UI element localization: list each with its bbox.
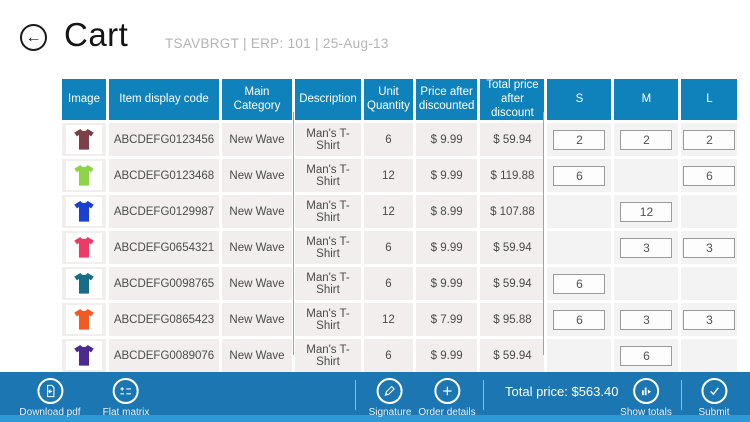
show-totals-button[interactable] xyxy=(620,378,672,418)
size-s-input[interactable] xyxy=(553,274,605,294)
submit-button[interactable] xyxy=(698,378,729,418)
category-cell: New Wave xyxy=(222,195,292,228)
category-cell: New Wave xyxy=(222,303,292,336)
unit-quantity-cell: 12 xyxy=(364,303,413,336)
col-size-l: L xyxy=(681,79,737,120)
tshirt-image xyxy=(71,236,97,259)
price-cell: $ 8.99 xyxy=(416,195,478,228)
col-main-category: Main Category xyxy=(222,79,292,120)
button-label: Show totals xyxy=(620,407,672,418)
tshirt-image xyxy=(71,344,97,367)
tshirt-image xyxy=(71,308,97,331)
order-details-icon xyxy=(434,378,460,404)
total-price-cell: $ 107.88 xyxy=(480,195,544,228)
product-image-tile xyxy=(66,341,102,370)
size-s-cell xyxy=(547,267,611,300)
unit-quantity-cell: 6 xyxy=(364,123,413,156)
product-image-tile xyxy=(66,233,102,262)
col-description: Description xyxy=(295,79,361,120)
button-label: Flat matrix xyxy=(102,407,150,418)
size-s-input[interactable] xyxy=(553,130,605,150)
category-cell: New Wave xyxy=(222,267,292,300)
size-m-cell xyxy=(614,123,678,156)
category-cell: New Wave xyxy=(222,339,292,372)
description-cell: Man's T-Shirt xyxy=(295,123,361,156)
table-row xyxy=(62,231,737,264)
image-cell xyxy=(62,339,106,372)
item-code-cell: ABCDEFG0123456 xyxy=(109,123,219,156)
table-header xyxy=(62,79,737,120)
description-cell: Man's T-Shirt xyxy=(295,339,361,372)
download-pdf-button[interactable] xyxy=(19,378,80,418)
total-price-cell: $ 59.94 xyxy=(480,267,544,300)
button-label: Signature xyxy=(368,407,412,418)
product-image-tile xyxy=(66,305,102,334)
price-cell: $ 9.99 xyxy=(416,123,478,156)
show-totals-icon xyxy=(633,378,659,404)
product-image-tile xyxy=(66,125,102,154)
category-cell: New Wave xyxy=(222,123,292,156)
page-title: Cart xyxy=(64,16,129,53)
button-label: Submit xyxy=(698,407,730,418)
unit-quantity-cell: 6 xyxy=(364,231,413,264)
size-m-input[interactable] xyxy=(620,202,672,222)
description-cell: Man's T-Shirt xyxy=(295,267,361,300)
size-m-cell xyxy=(614,159,678,192)
size-s-input[interactable] xyxy=(553,310,605,330)
col-size-m: M xyxy=(614,79,678,120)
total-price-cell: $ 59.94 xyxy=(480,123,544,156)
order-details-button[interactable] xyxy=(418,378,475,418)
table-row xyxy=(62,123,737,156)
price-cell: $ 9.99 xyxy=(416,339,478,372)
size-l-input[interactable] xyxy=(683,310,735,330)
table-row xyxy=(62,267,737,300)
size-l-cell xyxy=(681,231,737,264)
signature-button[interactable] xyxy=(369,378,412,418)
total-price-cell: $ 95.88 xyxy=(480,303,544,336)
total-price-cell: $ 59.94 xyxy=(480,231,544,264)
col-image: Image xyxy=(62,79,106,120)
image-cell xyxy=(62,303,106,336)
product-image-tile xyxy=(66,269,102,298)
description-cell: Man's T-Shirt xyxy=(295,195,361,228)
size-m-cell xyxy=(614,267,678,300)
size-s-cell xyxy=(547,303,611,336)
button-label: Download pdf xyxy=(19,407,81,418)
item-code-cell: ABCDEFG0865423 xyxy=(109,303,219,336)
col-total-price: Total price after discount xyxy=(480,79,544,120)
col-size-s: S xyxy=(547,79,611,120)
table-row xyxy=(62,339,737,372)
flat-matrix-button[interactable] xyxy=(103,378,150,418)
size-m-input[interactable] xyxy=(620,346,672,366)
cart-table xyxy=(59,76,740,375)
description-cell: Man's T-Shirt xyxy=(295,159,361,192)
size-l-cell xyxy=(681,123,737,156)
size-l-cell xyxy=(681,159,737,192)
image-cell xyxy=(62,195,106,228)
size-s-cell xyxy=(547,339,611,372)
size-l-cell xyxy=(681,267,737,300)
tshirt-image xyxy=(71,272,97,295)
price-cell: $ 7.99 xyxy=(416,303,478,336)
submit-icon xyxy=(701,378,727,404)
total-price-label: Total price: $563.40 xyxy=(505,384,619,399)
item-code-cell: ABCDEFG0089076 xyxy=(109,339,219,372)
product-image-tile xyxy=(66,161,102,190)
category-cell: New Wave xyxy=(222,159,292,192)
table-body xyxy=(62,123,737,372)
column-divider xyxy=(293,112,294,355)
size-l-cell xyxy=(681,303,737,336)
table-row xyxy=(62,195,737,228)
appbar-divider xyxy=(681,380,682,410)
col-price-after-discount: Price after discounted xyxy=(416,79,478,120)
table-row xyxy=(62,303,737,336)
unit-quantity-cell: 12 xyxy=(364,195,413,228)
tshirt-image xyxy=(71,128,97,151)
back-arrow-icon: ← xyxy=(25,28,42,46)
signature-icon xyxy=(377,378,403,404)
size-m-cell xyxy=(614,339,678,372)
item-code-cell: ABCDEFG0654321 xyxy=(109,231,219,264)
price-cell: $ 9.99 xyxy=(416,231,478,264)
item-code-cell: ABCDEFG0123468 xyxy=(109,159,219,192)
size-m-input[interactable] xyxy=(620,130,672,150)
size-l-input[interactable] xyxy=(683,166,735,186)
size-s-cell xyxy=(547,123,611,156)
size-m-cell xyxy=(614,195,678,228)
col-unit-quantity: Unit Quantity xyxy=(364,79,413,120)
size-l-cell xyxy=(681,339,737,372)
appbar-divider xyxy=(483,380,484,410)
item-code-cell: ABCDEFG0098765 xyxy=(109,267,219,300)
size-m-cell xyxy=(614,231,678,264)
back-button[interactable] xyxy=(20,24,47,51)
item-code-cell: ABCDEFG0129987 xyxy=(109,195,219,228)
price-cell: $ 9.99 xyxy=(416,267,478,300)
product-image-tile xyxy=(66,197,102,226)
size-l-input[interactable] xyxy=(683,238,735,258)
download-pdf-icon xyxy=(37,378,63,404)
unit-quantity-cell: 6 xyxy=(364,267,413,300)
tshirt-image xyxy=(71,200,97,223)
col-item-code: Item display code xyxy=(109,79,219,120)
size-l-input[interactable] xyxy=(683,130,735,150)
tshirt-image xyxy=(71,164,97,187)
image-cell xyxy=(62,267,106,300)
description-cell: Man's T-Shirt xyxy=(295,303,361,336)
flat-matrix-icon xyxy=(113,378,139,404)
size-l-cell xyxy=(681,195,737,228)
image-cell xyxy=(62,231,106,264)
table-row xyxy=(62,159,737,192)
size-s-input[interactable] xyxy=(553,166,605,186)
size-m-input[interactable] xyxy=(620,238,672,258)
image-cell xyxy=(62,159,106,192)
column-divider xyxy=(543,112,544,355)
unit-quantity-cell: 12 xyxy=(364,159,413,192)
size-m-cell xyxy=(614,303,678,336)
button-label: Order details xyxy=(418,407,476,418)
price-cell: $ 9.99 xyxy=(416,159,478,192)
unit-quantity-cell: 6 xyxy=(364,339,413,372)
category-cell: New Wave xyxy=(222,231,292,264)
description-cell: Man's T-Shirt xyxy=(295,231,361,264)
image-cell xyxy=(62,123,106,156)
size-s-cell xyxy=(547,195,611,228)
size-s-cell xyxy=(547,159,611,192)
size-s-cell xyxy=(547,231,611,264)
appbar-divider xyxy=(355,380,356,410)
total-price-cell: $ 119.88 xyxy=(480,159,544,192)
size-m-input[interactable] xyxy=(620,310,672,330)
total-price-cell: $ 59.94 xyxy=(480,339,544,372)
order-meta: TSAVBRGT | ERP: 101 | 25-Aug-13 xyxy=(165,36,389,51)
